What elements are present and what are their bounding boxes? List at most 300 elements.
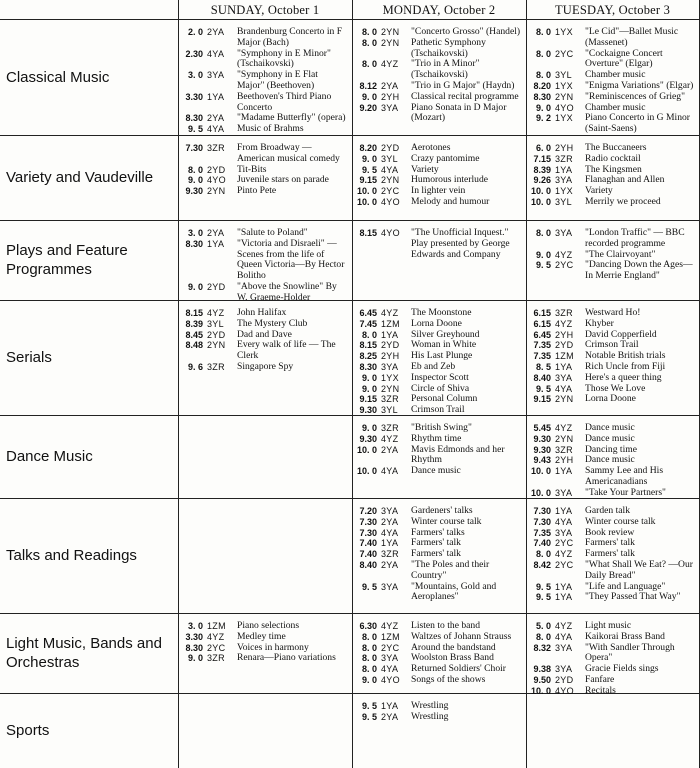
entry-time: 8.25 (359, 351, 377, 362)
entry-programme: "Concerto Grosso" (Handel) (411, 26, 521, 37)
entry-station: 2YC (555, 559, 574, 570)
entry-programme: Juvenile stars on parade (237, 174, 329, 186)
programme-entry (353, 582, 525, 604)
entry-time: 3. 0 (187, 70, 203, 81)
entry-station: 3YA (555, 487, 573, 498)
programme-entry (353, 560, 525, 582)
entry-programme: Tit-Bits (237, 163, 267, 175)
entry-station: 3ZR (207, 361, 225, 372)
entry-programme: Gardeners' talks (411, 505, 473, 516)
entry-station: 2YA (207, 228, 225, 238)
programme-entry (353, 373, 525, 384)
entry-time: 9. 0 (361, 153, 377, 164)
entry-time: 9. 5 (535, 260, 551, 271)
entry-time: 8.15 (359, 228, 377, 238)
programme-entry (353, 466, 525, 477)
entry-programme: Listen to the band (411, 620, 481, 631)
entry-station: 1YA (555, 592, 573, 603)
entry-station: 1YA (381, 329, 399, 340)
entry-station: 3YA (381, 102, 399, 113)
entry-time: 9.43 (533, 455, 551, 466)
entry-programme: Dance music (585, 432, 635, 444)
entry-programme: Crazy pantomime (411, 152, 480, 164)
entry-time: 3. 0 (187, 228, 203, 238)
entry-station: 3ZR (381, 394, 399, 405)
entry-programme: Dance music (585, 454, 635, 466)
entry-station: 1YA (555, 581, 573, 592)
entry-programme: Flanaghan and Allen (585, 174, 665, 186)
programme-cell (353, 701, 525, 723)
entry-programme: "London Traffic" — BBC recorded programme (585, 227, 685, 249)
entry-station: 2YC (555, 260, 574, 271)
entry-time: 10. 0 (530, 466, 551, 477)
entry-time: 9. 5 (361, 164, 377, 175)
entry-time: 8. 0 (361, 664, 377, 675)
entry-time: 3.30 (185, 91, 203, 102)
entry-time: 8. 0 (535, 27, 551, 37)
entry-time: 8. 0 (535, 631, 551, 642)
entry-station: 1YA (381, 701, 399, 711)
entry-station: 3YA (555, 372, 573, 383)
programme-entry (353, 197, 525, 208)
entry-time: 2.30 (185, 48, 203, 59)
entry-station: 1YA (381, 538, 399, 549)
entry-programme: Pathetic Symphony (Tschaikovski) (411, 36, 486, 59)
entry-station: 2YC (555, 538, 574, 549)
programme-entry (527, 373, 699, 384)
entry-programme: Humorous interlude (411, 174, 489, 186)
entry-time: 10. 0 (356, 196, 377, 207)
entry-time: 9. 5 (361, 711, 377, 722)
entry-programme: Notable British trials (585, 350, 666, 362)
entry-programme: Farmers' talk (585, 548, 635, 560)
entry-programme: Winter course talk (411, 515, 482, 527)
entry-programme: Eb and Zeb (411, 360, 456, 372)
entry-programme: Chamber music (585, 101, 646, 113)
entry-station: 1ZM (207, 621, 226, 631)
entry-programme: "The Clairvoyant" (585, 248, 656, 260)
entry-programme: The Moonstone (411, 307, 472, 318)
entry-station: 4YZ (555, 249, 573, 260)
entry-station: 4YA (207, 124, 225, 135)
entry-programme: Melody and humour (411, 195, 490, 207)
entry-station: 3YL (555, 70, 572, 81)
entry-time: 10. 0 (356, 186, 377, 197)
entry-station: 1YA (555, 506, 573, 516)
entry-programme: "Symphony in E Flat Major" (Beethoven) (237, 69, 318, 91)
entry-station: 3YA (381, 581, 399, 592)
entry-station: 4YZ (555, 621, 573, 631)
entry-station: 4YO (555, 102, 574, 113)
entry-time: 9. 0 (361, 423, 377, 433)
programme-cell (527, 143, 699, 208)
entry-station: 3YA (555, 642, 573, 653)
entry-programme: Piano selections (237, 620, 300, 631)
entry-programme: Returned Soldiers' Choir (411, 663, 506, 675)
entry-programme: Gracie Fields sings (585, 663, 659, 675)
entry-programme: Farmers' talks (411, 526, 465, 538)
entry-time: 7.35 (533, 340, 551, 351)
entry-time: 10. 0 (356, 444, 377, 455)
entry-station: 1YA (207, 91, 225, 102)
entry-time: 6.15 (533, 308, 551, 318)
entry-programme: Winter course talk (585, 515, 656, 527)
entry-station: 1YX (381, 372, 399, 383)
programme-entry (527, 592, 699, 603)
entry-time: 8. 0 (535, 48, 551, 59)
entry-time: 8. 0 (361, 59, 377, 70)
entry-station: 3ZR (207, 653, 225, 664)
entry-station: 3YA (555, 228, 573, 238)
programme-entry (527, 113, 699, 135)
entry-time: 8.42 (533, 559, 551, 570)
entry-programme: "Symphony in E Minor" (Tschaikovski) (237, 47, 331, 70)
entry-programme: Pinto Pete (237, 185, 277, 197)
entry-time: 9. 6 (187, 361, 203, 372)
entry-station: 2YC (555, 48, 574, 59)
entry-station: 3YA (555, 175, 573, 186)
entry-programme: Beethoven's Third Piano Concerto (237, 90, 332, 113)
programme-entry (179, 653, 351, 664)
entry-programme: Book review (585, 526, 635, 538)
entry-time: 6. 0 (535, 143, 551, 153)
entry-time: 9.50 (533, 674, 551, 685)
entry-time: 6.30 (359, 621, 377, 631)
entry-time: 9. 5 (535, 581, 551, 592)
category-label: Serials (6, 349, 52, 366)
entry-programme: Aerotones (411, 142, 451, 153)
programme-cell (527, 621, 699, 697)
entry-station: 2YN (555, 91, 574, 102)
programme-entry (353, 319, 525, 330)
category-label: Light Music, Bands and Orchestras (6, 635, 162, 671)
entry-station: 4YO (381, 196, 400, 207)
entry-programme: Voices in harmony (237, 641, 309, 653)
entry-programme: "They Passed That Way" (585, 591, 681, 603)
entry-station: 2YD (207, 281, 226, 292)
programme-cell (179, 27, 351, 135)
entry-programme: Brandenburg Concerto in F Major (Bach) (237, 26, 343, 48)
entry-station: 2YN (555, 433, 574, 444)
entry-programme: Lorna Doone (411, 317, 462, 329)
entry-time: 9.15 (359, 175, 377, 186)
programme-entry (353, 675, 525, 686)
entry-programme: Rich Uncle from Fiji (585, 360, 666, 372)
entry-station: 2YA (381, 516, 399, 527)
entry-programme: Music of Brahms (237, 123, 304, 135)
programme-entry (353, 228, 525, 260)
entry-time: 3. 0 (187, 621, 203, 631)
entry-programme: Farmers' talk (411, 548, 461, 560)
entry-time: 9.30 (185, 186, 203, 197)
entry-time: 2. 0 (187, 27, 203, 37)
entry-station: 1YA (555, 164, 573, 175)
programme-entry (179, 239, 351, 282)
entry-programme: Rhythm time (411, 432, 462, 444)
entry-programme: The Kingsmen (585, 163, 642, 175)
entry-programme: Mavis Edmonds and her Rhythm (411, 443, 505, 466)
entry-programme: Renara—Piano variations (237, 652, 336, 664)
entry-station: 3ZR (381, 549, 399, 560)
entry-time: 9. 0 (535, 102, 551, 113)
entry-programme: "Above the Snowline" By W. Graeme-Holder (237, 280, 337, 303)
entry-station: 2YN (207, 340, 226, 351)
programme-cell (353, 621, 525, 686)
programme-entry (527, 632, 699, 643)
entry-programme: Sammy Lee and His Americanadians (585, 465, 664, 487)
entry-programme: Crimson Trail (585, 339, 639, 351)
entry-programme: David Copperfield (585, 328, 657, 340)
entry-programme: Circle of Shiva (411, 382, 470, 394)
entry-programme: Radio cocktail (585, 152, 641, 164)
entry-time: 7.35 (533, 527, 551, 538)
entry-station: 2YH (555, 143, 574, 153)
entry-programme: "Life and Language" (585, 580, 666, 592)
entry-time: 8.40 (533, 372, 551, 383)
programme-entry (179, 632, 351, 643)
entry-station: 2YD (381, 340, 400, 351)
entry-programme: The Mystery Club (237, 317, 308, 329)
day-header-monday: MONDAY, October 2 (382, 3, 496, 17)
programme-entry (527, 466, 699, 488)
entry-programme: Classical recital programme (411, 90, 519, 102)
entry-station: 4YA (381, 527, 399, 538)
entry-time: 9. 0 (187, 653, 203, 664)
programme-entry (179, 186, 351, 197)
day-header-tuesday: TUESDAY, October 3 (554, 3, 671, 17)
programme-cell (353, 27, 525, 124)
entry-time: 9. 0 (361, 383, 377, 394)
entry-programme: Dancing time (585, 443, 637, 455)
entry-programme: In lighter vein (411, 185, 466, 197)
programme-entry (179, 27, 351, 49)
programme-entry (527, 49, 699, 71)
entry-programme: "Mountains, Gold and Aeroplanes" (411, 580, 497, 603)
programme-entry (527, 560, 699, 582)
entry-time: 9. 5 (187, 124, 203, 135)
entry-time: 9.26 (533, 175, 551, 186)
entry-station: 3ZR (555, 153, 573, 164)
entry-time: 8.48 (185, 340, 203, 351)
entry-time: 9.30 (533, 433, 551, 444)
entry-station: 4YA (381, 664, 399, 675)
entry-station: 2YD (207, 164, 226, 175)
entry-programme: "Enigma Variations" (Elgar) (585, 79, 694, 91)
entry-programme: "Take Your Partners" (585, 486, 666, 498)
entry-station: 2YC (381, 186, 400, 197)
entry-station: 2YN (207, 186, 226, 197)
programme-cell (353, 143, 525, 208)
entry-time: 6.15 (533, 318, 551, 329)
entry-programme: "What Shall We Eat? —Our Daily Bread" (585, 558, 693, 581)
entry-station: 4YZ (381, 59, 399, 70)
programme-entry (353, 405, 525, 416)
entry-programme: "The Unofficial Inquest." Play presented by George Edwards and Company (411, 227, 510, 260)
programme-entry (527, 686, 699, 697)
entry-station: 1ZM (381, 318, 400, 329)
programme-entry (179, 340, 351, 362)
entry-station: 2YA (207, 27, 225, 37)
entry-station: 1ZM (381, 631, 400, 642)
entry-programme: "Trio in G Major" (Haydn) (411, 79, 515, 91)
day-header-sunday: SUNDAY, October 1 (210, 3, 320, 17)
entry-time: 7.30 (533, 516, 551, 527)
entry-programme: Woolston Brass Band (411, 652, 494, 664)
entry-time: 8. 0 (361, 329, 377, 340)
entry-programme: Recitals (585, 684, 616, 696)
entry-time: 9. 5 (535, 592, 551, 603)
entry-station: 3YA (555, 664, 573, 675)
entry-time: 8. 0 (361, 631, 377, 642)
entry-time: 8.39 (533, 164, 551, 175)
entry-station: 4YO (555, 685, 574, 696)
entry-time: 5. 0 (535, 621, 551, 631)
entry-station: 1YX (555, 27, 573, 37)
entry-programme: Kaikorai Brass Band (585, 630, 665, 642)
entry-time: 7.30 (533, 506, 551, 516)
entry-time: 7.40 (359, 538, 377, 549)
entry-station: 1YA (555, 466, 573, 477)
programme-entry (527, 488, 699, 499)
entry-programme: "British Swing" (411, 422, 472, 433)
programme-entry (527, 260, 699, 282)
programme-entry (527, 434, 699, 445)
programme-entry (353, 154, 525, 165)
entry-time: 7.35 (533, 351, 551, 362)
entry-time: 8. 0 (535, 228, 551, 238)
programme-entry (527, 643, 699, 665)
entry-programme: Lorna Doone (585, 393, 636, 405)
entry-station: 4YO (207, 175, 226, 186)
programme-entry (179, 319, 351, 330)
entry-programme: Chamber music (585, 69, 646, 81)
entry-time: 8. 0 (361, 642, 377, 653)
programme-cell (527, 423, 699, 499)
programme-cell (353, 308, 525, 416)
entry-programme: Dad and Dave (237, 328, 292, 340)
entry-station: 2YA (381, 711, 399, 722)
entry-station: 3ZR (381, 423, 399, 433)
entry-station: 4YA (555, 631, 573, 642)
programme-cell (179, 308, 351, 373)
entry-time: 9.30 (533, 444, 551, 455)
entry-programme: Garden talk (585, 505, 631, 516)
entry-programme: Singapore Spy (237, 360, 294, 372)
category-label: Variety and Vaudeville (6, 169, 154, 186)
entry-time: 3.30 (185, 631, 203, 642)
entry-station: 4YZ (381, 621, 399, 631)
category-label: Dance Music (6, 448, 93, 465)
entry-programme: Around the bandstand (411, 641, 496, 653)
programme-cell (353, 423, 525, 477)
entry-station: 1YX (555, 186, 573, 197)
entry-programme: Dance music (411, 465, 461, 477)
programme-entry (353, 92, 525, 103)
entry-time: 8.15 (359, 340, 377, 351)
entry-station: 3YA (381, 506, 399, 516)
entry-programme: John Halifax (237, 307, 287, 318)
entry-station: 3ZR (207, 143, 225, 153)
entry-programme: Silver Greyhound (411, 328, 480, 340)
entry-station: 2YN (381, 383, 400, 394)
entry-station: 2YN (381, 175, 400, 186)
entry-station: 2YD (555, 340, 574, 351)
entry-time: 8. 0 (361, 27, 377, 37)
entry-programme: "Cockaigne Concert Overture" (Elgar) (585, 47, 663, 70)
entry-programme: Personal Column (411, 393, 478, 405)
entry-station: 3YA (555, 527, 573, 538)
entry-programme: Songs of the shows (411, 673, 486, 685)
entry-station: 2YH (381, 351, 400, 362)
programme-entry (179, 282, 351, 304)
programme-entry (353, 517, 525, 528)
entry-time: 8.32 (533, 642, 551, 653)
entry-programme: "The Poles and their Country" (411, 558, 490, 581)
entry-station: 4YZ (381, 308, 399, 318)
entry-station: 2YH (555, 329, 574, 340)
entry-station: 1YX (555, 80, 573, 91)
entry-programme: His Last Plunge (411, 350, 473, 362)
programme-entry (527, 92, 699, 103)
entry-time: 7.40 (533, 538, 551, 549)
programme-cell (527, 308, 699, 405)
entry-time: 7.30 (359, 527, 377, 538)
entry-station: 4YO (381, 674, 400, 685)
programme-entry (179, 124, 351, 135)
entry-time: 8. 5 (535, 361, 551, 372)
entry-programme: "Dancing Down the Ages—In Merrie England" (585, 259, 693, 282)
entry-station: 4YA (555, 516, 573, 527)
entry-programme: Light music (585, 620, 632, 631)
entry-programme: Merrily we proceed (585, 195, 661, 207)
entry-programme: Inspector Scott (411, 371, 469, 383)
entry-time: 10. 0 (356, 466, 377, 477)
programme-entry (527, 517, 699, 528)
entry-station: 4YA (381, 164, 399, 175)
entry-station: 3ZR (555, 308, 573, 318)
entry-station: 3YL (555, 196, 572, 207)
programme-entry (179, 49, 351, 71)
programme-cell (353, 228, 525, 260)
entry-time: 6.45 (359, 308, 377, 318)
entry-station: 3YA (381, 361, 399, 372)
entry-programme: "Victoria and Disraeli" —Scenes from the life of Queen Victoria—By Hector Bolitho (237, 237, 345, 282)
entry-station: 4YZ (555, 549, 573, 560)
entry-station: 2YN (381, 37, 400, 48)
entry-time: 8.12 (359, 80, 377, 91)
entry-time: 7.45 (359, 318, 377, 329)
entry-time: 8.45 (185, 329, 203, 340)
entry-time: 8.39 (185, 318, 203, 329)
programme-entry (527, 175, 699, 186)
entry-time: 7.40 (359, 549, 377, 560)
entry-station: 1YX (555, 113, 573, 124)
category-label: Talks and Readings (6, 547, 137, 564)
entry-station: 4YZ (555, 318, 573, 329)
entry-programme: "Trio in A Minor" (Tschaikovski) (411, 58, 480, 81)
entry-time: 8. 0 (535, 70, 551, 81)
entry-station: 4YA (207, 48, 225, 59)
entry-station: 3YL (381, 153, 398, 164)
entry-programme: Piano Sonata in D Major (Mozart) (411, 101, 507, 124)
programme-entry (527, 197, 699, 208)
entry-time: 7.15 (533, 153, 551, 164)
programme-entry (353, 434, 525, 445)
entry-time: 9.38 (533, 664, 551, 675)
entry-programme: Medley time (237, 630, 286, 642)
programme-entry (179, 143, 351, 165)
entry-station: 1ZM (555, 351, 574, 362)
